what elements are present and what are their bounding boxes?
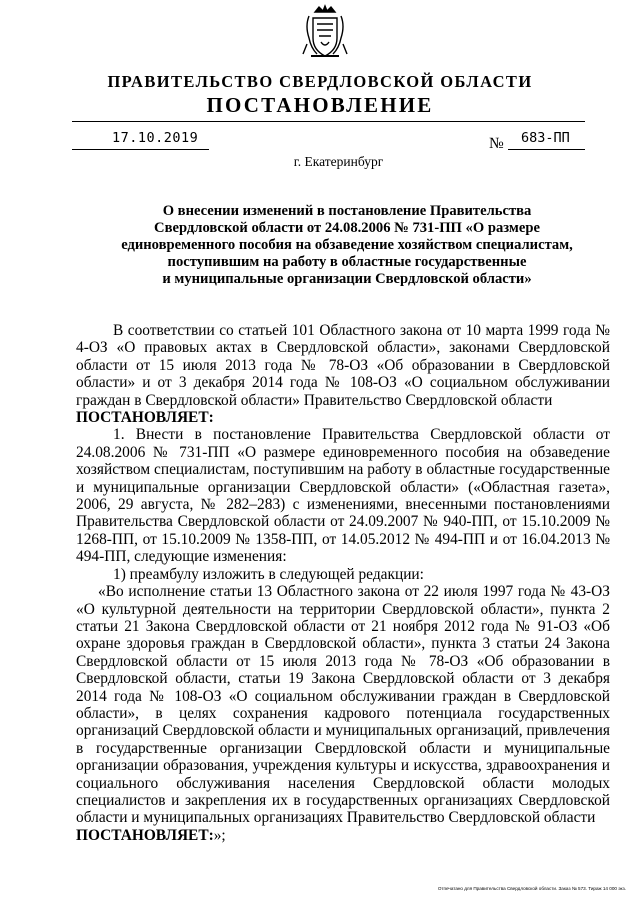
title-line: Свердловской области от 24.08.2006 № 731-ПП «О размере xyxy=(154,220,540,236)
title-line: О внесении изменений в постановление Правительства xyxy=(162,203,532,219)
intro-paragraph: В соответствии со статьей 101 Областного закона от 10 марта 1999 года № 4-ОЗ «О правовых актах в Свердловской области», законами Свердловской области от 15 июля 2013 года № 78-ОЗ «Об образовании в Свердловской области» и от 3 декабря 2014 года № 108-ОЗ «О социальном обслуживании граждан в Свердловской области» Правительство Свердловской области xyxy=(76,322,610,409)
preamble-quote-paragraph: «Во исполнение статьи 13 Областного закона от 22 июля 1997 года № 43-ОЗ «О культурной деятельности на территории Свердловской области», пункта 2 статьи 21 Закона Свердловской области от 21 ноября 2012 года № 91-ОЗ «Об охране здоровья граждан в Свердловской области», пункта 3 статьи 24 Закона Свердловской области от 15 июля 2013 года № 78-ОЗ «Об образовании в Свердловской области, статьи 19 Закона Свердловской области от 3 декабря 2014 года № 108-ОЗ «О социальном обслуживании граждан в Свердловской области», в целях сохранения кадрового потенциала государственных организаций Свердловской области и муниципальных организаций, привлечения в государственные организации Свердловской области и муниципальные организации образования, учреждения культуры и искусства, здравоохранения и социального обслуживания населения Свердловской области молодых специалистов и закрепления их в государственных организациях Свердловской области и муниципальных организациях Правительство Свердловской области xyxy=(76,583,610,827)
coat-of-arms-emblem xyxy=(301,4,349,62)
subitem-1-paragraph: 1) преамбулу изложить в следующей редакции: xyxy=(113,565,424,583)
decree-number: 683-ПП xyxy=(521,130,570,146)
title-line: единовременного пособия на обзаведение хозяйством специалистам, xyxy=(121,237,573,253)
document-type: ПОСТАНОВЛЕНИЕ xyxy=(206,93,434,117)
quote-resolves: ПОСТАНОВЛЯЕТ: xyxy=(76,826,214,844)
government-name: ПРАВИТЕЛЬСТВО СВЕРДЛОВСКОЙ ОБЛАСТИ xyxy=(107,72,533,91)
quote-close: »; xyxy=(213,826,226,844)
decree-date: 17.10.2019 xyxy=(112,130,199,146)
print-note: Отпечатано для Правительства Свердловской области. Заказ № 573. Тираж 14 000 экз. xyxy=(437,886,626,891)
decree-title xyxy=(108,203,586,288)
quote-ending xyxy=(76,827,610,844)
number-underline xyxy=(508,149,585,150)
number-sign: № xyxy=(489,135,504,152)
date-underline xyxy=(72,149,209,150)
item-1-paragraph: 1. Внести в постановление Правительства Свердловской области от 24.08.2006 № 731-ПП «О размере единовременного пособия на обзаведение хозяйством специалистам, поступившим на работу в областные государственные и муниципальные организации Свердловской области» («Областная газета», 2006, 29 августа, № 282–283) с изменениями, внесенными постановлениями Правительства Свердловской области от 24.09.2007 № 940-ПП, от 15.10.2009 № 1268-ПП, от 15.10.2009 № 1358-ПП, от 14.05.2012 № 494-ПП и от 16.04.2013 № 494-ПП, следующие изменения: xyxy=(76,426,610,566)
city: г. Екатеринбург xyxy=(293,154,384,169)
title-line: поступившим на работу в областные государственные xyxy=(167,254,527,270)
resolves-heading: ПОСТАНОВЛЯЕТ: xyxy=(76,409,214,427)
decree-body xyxy=(76,322,610,844)
header-divider xyxy=(72,121,585,122)
title-line: и муниципальные организации Свердловской области» xyxy=(162,271,532,287)
